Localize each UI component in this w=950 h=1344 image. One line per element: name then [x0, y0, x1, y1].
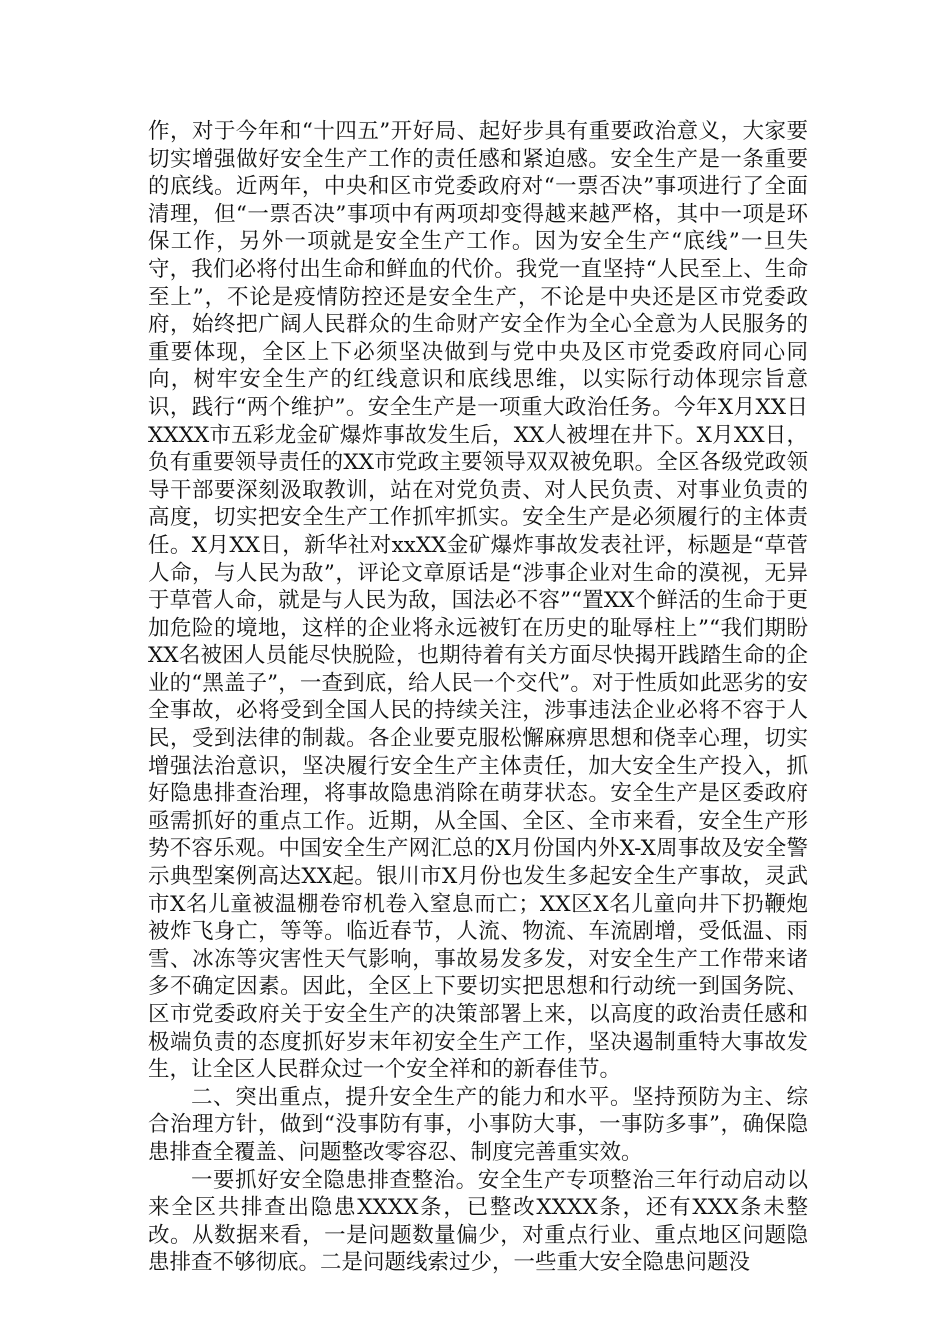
paragraph-1: 作，对于今年和“十四五”开好局、起好步具有重要政治意义，大家要切实增强做好安全生产工作的责任感和紧迫感。安全生产是一条重要的底线。近两年，中央和区市党委政府对“一票否决”事项进行了全面清理，但“一票否决”事项中有两项却变得越来越严格，其中一项是环保工作，另外一项就是安全生产工作。因为安全生产“底线”一旦失守，我们必将付出生命和鲜血的代价。我党一直坚持“人民至上、生命至上”，不论是疫情防控还是安全生产，不论是中央还是区市党委政府，始终把广阔人民群众的生命财产安全作为全心全意为人民服务的重要体现，全区上下必须坚决做到与党中央及区市党委政府同心同向，树牢安全生产的红线意识和底线思维，以实际行动体现宗旨意识，践行“两个维护”。安全生产是一项重大政治任务。今年X月XX日XXXX市五彩龙金矿爆炸事故发生后，XX人被埋在井下。X月XX日，负有重要领导责任的XX市党政主要领导双双被免职。全区各级党政领导干部要深刻汲取教训，站在对党负责、对人民负责、对事业负责的高度，切实把安全生产工作抓牢抓实。安全生产是必须履行的主体责任。X月XX日，新华社对xxXX金矿爆炸事故发表社评，标题是“草菅人命，与人民为敌”，评论文章原话是“涉事企业对生命的漠视，无异于草菅人命，就是与人民为敌，国法必不容”“置XX个鲜活的生命于更加危险的境地，这样的企业将永远被钉在历史的耻辱柱上”“我们期盼XX名被困人员能尽快脱险，也期待着有关方面尽快揭开践踏生命的企业的“黑盖子”，一查到底，给人民一个交代”。对于性质如此恶劣的安全事故，必将受到全国人民的持续关注，涉事违法企业必将不容于人民，受到法律的制裁。各企业要克服松懈麻痹思想和侥幸心理，切实增强法治意识，坚决履行安全生产主体责任，加大安全生产投入，抓好隐患排查治理，将事故隐患消除在萌芽状态。安全生产是区委政府亟需抓好的重点工作。近期，从全国、全区、全市来看，安全生产形势不容乐观。中国安全生产网汇总的X月份国内外X-X周事故及安全警示典型案例高达XX起。银川市X月份也发生多起安全生产事故，灵武市X名儿童被温棚卷帘机卷入窒息而亡；XX区X名儿童向井下扔鞭炮被炸飞身亡，等等。临近春节，人流、物流、车流剧增，受低温、雨雪、冰冻等灾害性天气影响，事故易发多发，对安全生产工作带来诸多不确定因素。因此，全区上下要切实把思想和行动统一到国务院、区市党委政府关于安全生产的决策部署上来，以高度的政治责任感和极端负责的态度抓好岁末年初安全生产工作，坚决遏制重特大事故发生，让全区人民群众过一个安全祥和的新春佳节。 [148, 119, 808, 1083]
paragraph-3: 一要抓好安全隐患排查整治。安全生产专项整治三年行动启动以来全区共排查出隐患XXXX条，已整改XXXX条，还有XXX条未整改。从数据来看，一是问题数量偏少，对重点行业、重点地区问题隐患排查不够彻底。二是问题线索过少，一些重大安全隐患问题没 [148, 1167, 808, 1276]
document-body [148, 118, 808, 1277]
paragraph-2: 二、突出重点，提升安全生产的能力和水平。坚持预防为主、综合治理方针，做到“没事防有事，小事防大事，一事防多事”，确保隐患排查全覆盖、问题整改零容忍、制度完善重实效。 [148, 1084, 808, 1165]
